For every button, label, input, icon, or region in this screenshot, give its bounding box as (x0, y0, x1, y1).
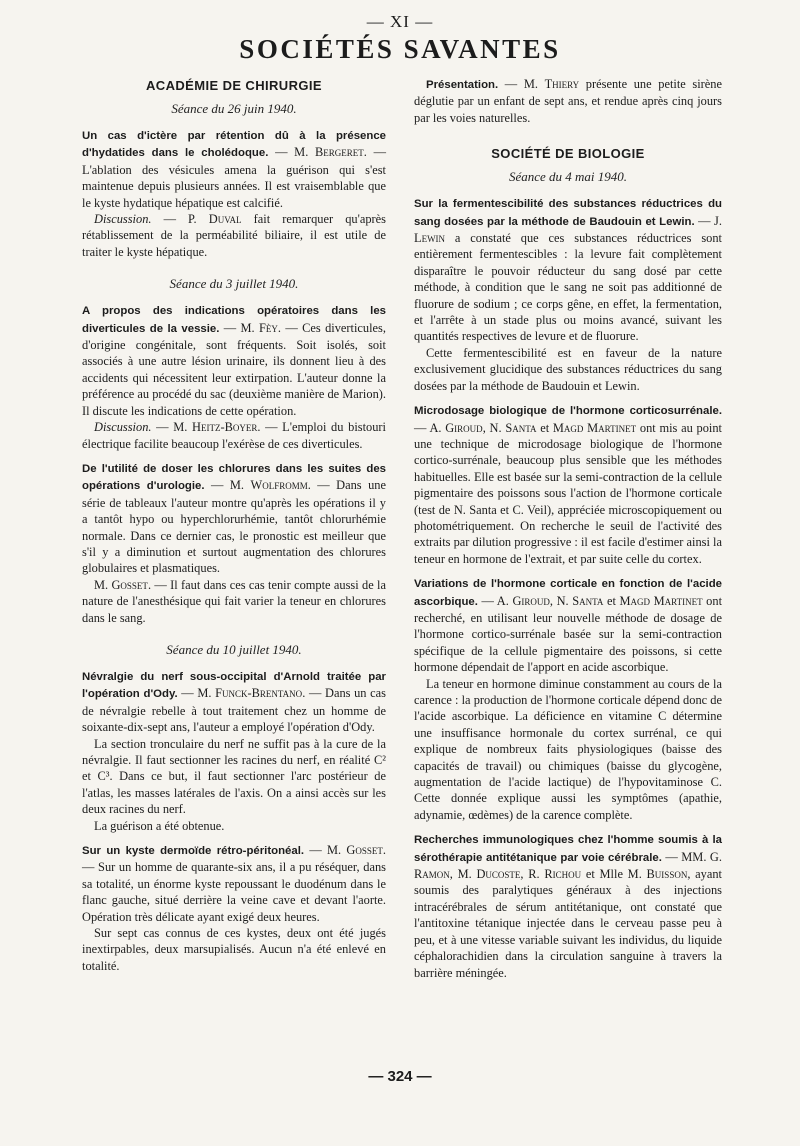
roman-folio: — XI — (366, 12, 434, 31)
society-heading-academie: ACADÉMIE DE CHIRURGIE (146, 78, 322, 93)
author-name: Magd Martinet (619, 593, 703, 608)
author-name: Heitz-Boyer (192, 420, 258, 435)
discussion-paragraph: M. Gosset. — Il faut dans ces cas tenir compte aussi de la nature de l'anesthésique qui fait varier la teneur en chlorures dans le sang. (82, 577, 387, 625)
article-title: Névralgie du nerf sous-occipital d'Arnold traitée par l'opération d'Ody. (82, 670, 386, 701)
article-title: Variations de l'hormone corticale en fonction de l'acide ascorbique. (414, 578, 722, 608)
author-name: Funck-Brentano (215, 686, 303, 701)
article-title: Présentation. (426, 79, 499, 91)
article-title: Un cas d'ictère par rétention dû à la présence d'hydatides dans le cholédoque. (82, 130, 386, 160)
author-name: Richou (544, 867, 582, 882)
article-paragraph: Sur un kyste dermoïde rétro-péritonéal. — M. Gosset. — Sur un homme de quarante-six ans, il a pu réséquer, dans sa totalité, un énorme kyste repoussant le duodénum dans le flanc gauche, situé derrière la veine cave et devant l'aorte. Opération très délicate ayant exigé deux heures. (82, 843, 386, 924)
author-name: Giroud (445, 420, 483, 435)
left-column (82, 78, 386, 974)
article-paragraph: Recherches immunologiques chez l'homme soumis à la sérothérapie antitétanique par voie cérébrale. — MM. G. Ramon, M. Ducoste, R. Richou et Mlle M. Buisson, ayant soumis des paralytiques généraux à des injections intracérébrales de sérum antitétanique, ont constaté que l'antitoxine tétanique injectée dans le cerveau passe peu à peu, et à une vitesse variable suivant les individus, du liquide céphalorachidien dans la circulation sanguine à travers la barrière méningée. (414, 834, 722, 980)
session-date: Séance du 10 juillet 1940. (166, 641, 302, 657)
body-paragraph: Cette fermentescibilité est en faveur de la nature exclusivement glucidique des substances réductrices du sang dosées par la méthode de Baudouin et Lewin. (414, 345, 722, 393)
article-paragraph: Microdosage biologique de l'hormone corticosurrénale. — A. Giroud, N. Santa et Magd Martinet ont mis au point une technique de microdosage biologique de l'hormone cortico-surrénale, beaucoup plus sensible que les méthodes habituelles. Elle est basée sur la semi-contraction de la cellule pigmentaire des poissons sous l'action de l'hormone corticale (test de N. Santa et C. Veil), appréciée microscopiquement ou photométriquement. On recherche le seuil de l'activité des extraits par dilution progressive : il est facile d'estimer ainsi la teneur en hormone de l'extrait, et par suite celle du cortex. (414, 405, 722, 566)
body-paragraph: La section tronculaire du nerf ne suffit pas à la cure de la névralgie. Il faut sectionner les racines du nerf, en réalité C² et C³. Dans ce but, il faut sectionner l'arc postérieur de l'atlas, les masses latérales de l'axis. On a ainsi accès sur les deux racines du nerf. (82, 736, 386, 817)
author-name: Giroud (512, 593, 550, 608)
body-paragraph: Sur sept cas connus de ces kystes, deux ont été jugés inextirpables, deux marsupialisés. Aucun n'a été enlevé en totalité. (82, 926, 386, 973)
author-name: Buisson (646, 867, 688, 882)
author-name: Gosset (346, 843, 383, 858)
body-paragraph: La teneur en hormone diminue constamment au cours de la carence : la production de l'hormone corticale dépend donc de l'acide ascorbique. La déficience en vitamine C détermine une insuffisance hormonale du cortex surrénal, ce qui explique de nombreux faits physiologiques (baisse des capacités de travail) ou chimiques (baisse du glycogène, augmentation de l'acide lactique) de l'hypovitaminose C. Cette donnée explique aussi les symptômes (apathie, adynamie, œdèmes) de la carence complète. (414, 676, 722, 822)
author-name: Ramon (414, 867, 450, 882)
discussion-paragraph: Discussion. — M. Heitz-Boyer. — L'emploi du bistouri électrique facilite beaucoup l'exérèse de ces diverticules. (82, 420, 386, 451)
society-heading-biologie: SOCIÉTÉ DE BIOLOGIE (491, 146, 645, 162)
article-title: Sur la fermentescibilité des substances réductrices du sang dosées par la méthode de Baudouin et Lewin. (414, 198, 722, 228)
discussion-paragraph: Discussion. — P. Duval fait remarquer qu'après rétablissement de la perméabilité biliaire, il est utile de traiter le kyste hépatique. (82, 212, 386, 259)
author-name: Gosset (111, 577, 148, 592)
session-date: Séance du 3 juillet 1940. (169, 276, 299, 292)
page-number: — 324 — (368, 1068, 432, 1085)
author-name: Ducoste (476, 867, 521, 882)
article-paragraph: A propos des indications opératoires dans les diverticules de la vessie. — M. Fèy. — Ces diverticules, d'origine congénitale, sont fréquents. Soit isolés, soit associés à une autre lésion urinaire, ils donnent lieu à des accidents qui nécessitent leur extirpation. L'auteur donne la préférence au procédé du sac (deuxième manière de Marion). Il discute les indications de cette opération. (82, 305, 386, 418)
article-title: A propos des indications opératoires dans les diverticules de la vessie. (82, 305, 386, 335)
body-paragraph: La guérison a été obtenue. (94, 818, 225, 833)
author-name: Magd Martinet (552, 420, 637, 435)
article-paragraph: Névralgie du nerf sous-occipital d'Arnold traitée par l'opération d'Ody. — M. Funck-Brentano. — Dans un cas de névralgie rebelle à tout traitement chez un homme de soixante-dix-sept ans, l'auteur a employé l'opération d'Ody. (82, 670, 386, 735)
author-name: Fèy (259, 320, 278, 335)
right-column (414, 76, 722, 981)
author-name: Wolfromm (250, 478, 308, 493)
author-name: Bergeret (315, 145, 364, 160)
author-name: Lewin (414, 231, 446, 246)
article-title: Microdosage biologique de l'hormone corticosurrénale. (414, 405, 722, 418)
article-paragraph: De l'utilité de doser les chlorures dans les suites des opérations d'urologie. — M. Wolfromm. — Dans une série de tableaux l'auteur montre qu'après les opérations il y a tantôt hypo ou hyperchlorurhémie, tantôt chlorurhémie normale. Dans ce dernier cas, le pronostic est meilleur que s'il y a diminution et surtout augmentation des chlorures globulaires et plasmatiques. (82, 462, 387, 576)
author-name: Duval (208, 212, 242, 227)
author-name: Thiery (544, 77, 580, 91)
author-name: Santa (505, 420, 537, 435)
article-paragraph: Sur la fermentescibilité des substances réductrices du sang dosées par la méthode de Baudouin et Lewin. — J. Lewin a constaté que ces substances réductrices sont entièrement fermentescibles : la levure fait complètement disparaître le pouvoir réducteur du sang dosé par cette méthode, à condition que le sang ne soit pas additionné de fluorure de sodium ; ce corps gêne, en effet, la fermentation, et l'arrête à un stade plus ou moins avancé, suivant les quantités respectives de levure et de fluorure. (414, 198, 722, 344)
presentation-paragraph: Présentation. — M. Thiery présente une petite sirène déglutie par un enfant de sept ans, et rendue après cinq jours par les voies naturelles. (414, 77, 722, 125)
session-date: Séance du 26 juin 1940. (171, 101, 297, 116)
article-paragraph: Variations de l'hormone corticale en fonction de l'acide ascorbique. — A. Giroud, N. Santa et Magd Martinet ont recherché, en utilisant leur nouvelle méthode de dosage de l'hormone cortico-surrénale basée sur la semi-contraction spécifique de la cellule pigmentaire des poissons, si cette hormone dépendait de l'apport en acide ascorbique. (414, 578, 723, 675)
article-title: Sur un kyste dermoïde rétro-péritonéal. (82, 845, 305, 858)
article-paragraph: Un cas d'ictère par rétention dû à la présence d'hydatides dans le cholédoque. — M. Bergeret. — L'ablation des vésicules amena la guérison qui s'est maintenue depuis plusieurs années. Il est vraisemblable que le kyste hydatique hépatique est calcifié. (82, 130, 386, 210)
author-name: Santa (572, 593, 604, 608)
session-date: Séance du 4 mai 1940. (508, 169, 628, 185)
page-title: SOCIÉTÉS SAVANTES (239, 34, 561, 64)
article-title: Recherches immunologiques chez l'homme soumis à la sérothérapie antitétanique par voie cérébrale. (414, 834, 722, 864)
article-title: De l'utilité de doser les chlorures dans les suites des opérations d'urologie. (82, 462, 386, 493)
